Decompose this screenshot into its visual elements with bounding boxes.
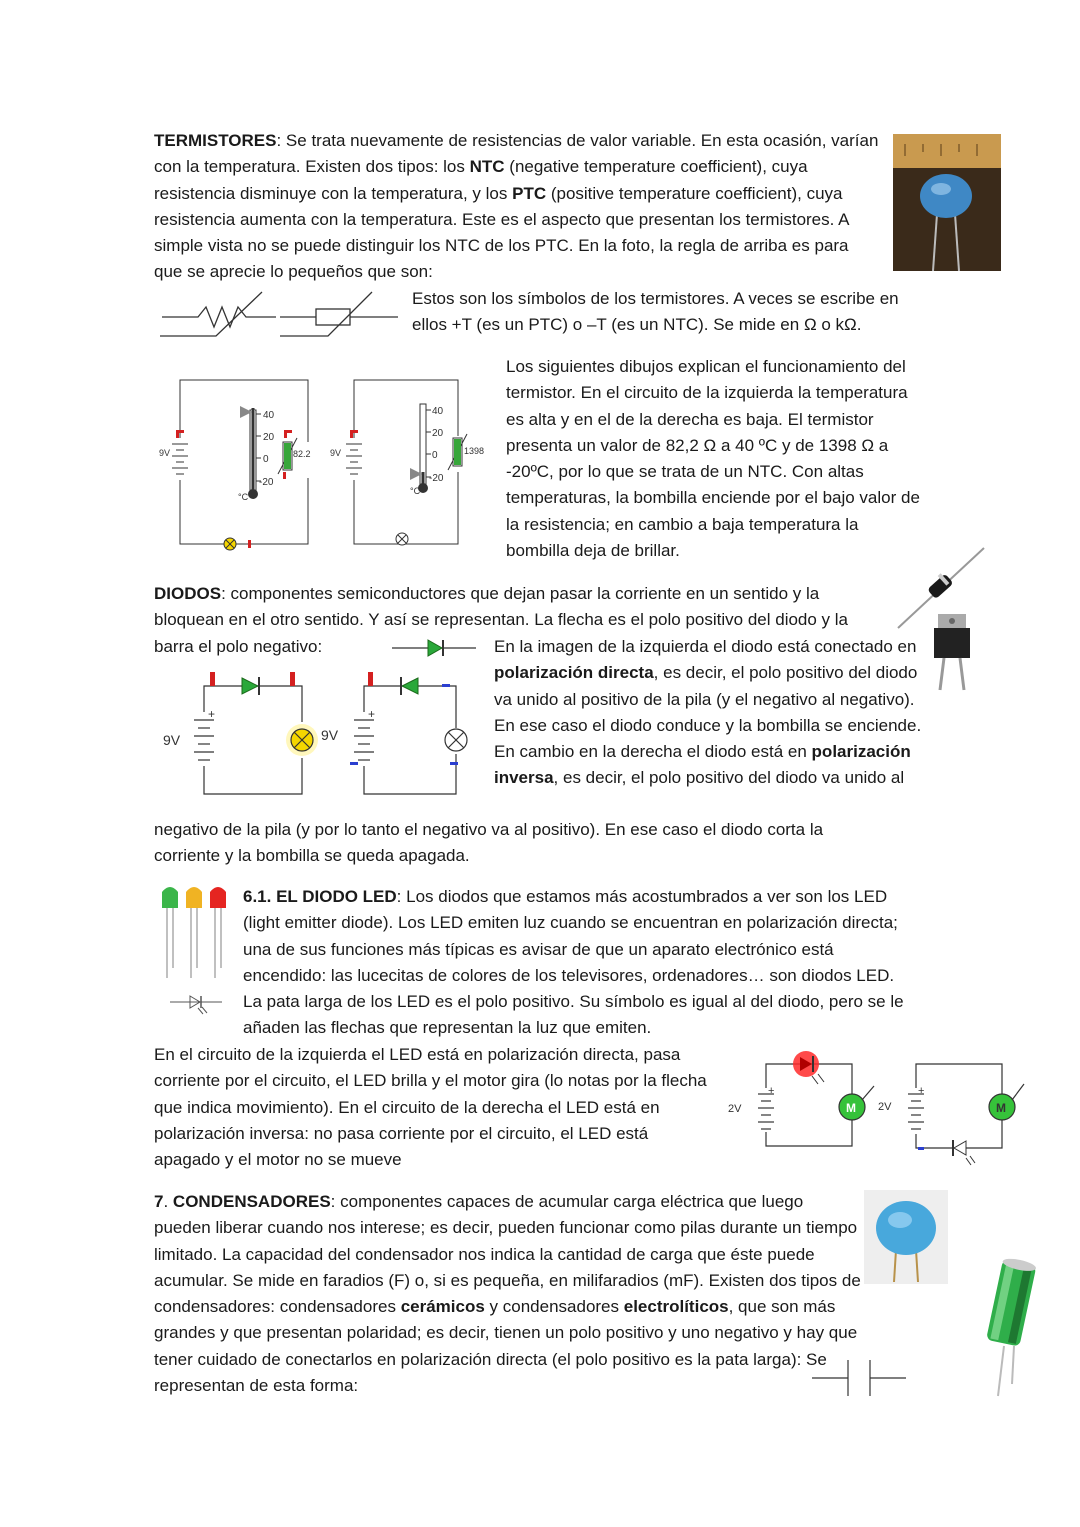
- motor-label: M: [996, 1101, 1006, 1115]
- tick-label: 20: [263, 432, 275, 443]
- led-circuit-inverse: [874, 1054, 1034, 1174]
- svg-text:+: +: [918, 1085, 925, 1097]
- capacitor-heading: CONDENSADORES: [172, 1192, 331, 1211]
- diode-paragraph: DIODOS: componentes semiconductores que dejan pasar la corriente en un sentido y la bloquean en el otro sentido. Y así se representan. La flecha es el polo positivo del diodo y la barra el polo negativo:: [154, 584, 849, 656]
- electrolytic-capacitor-photo: [978, 1256, 1044, 1398]
- capacitor-paragraph: 7. CONDENSADORES: componentes capaces de acumular carga eléctrica que luego pueden liberar cuando nos interese; es decir, pueden funcionar como pilas durante un tiempo limitado. La capacidad del condensador nos indica la cantidad de carga que éste puede acumular. Se mide en faradios (F) o, si es pequeña, en milifaradios (mF). Existen dos tipos de condensadores: condensadores cerámicos y condensadores electrolíticos, que son más grandes y que presentan polaridad; es decir, tienen un polo positivo y uno negativo y hay que tener cuidado de conectarlos en polarización directa (el polo positivo es la pata larga): Se representan de esta forma:: [154, 1192, 861, 1396]
- thermistor-heading: TERMISTORES: [154, 131, 277, 150]
- led-circuit-text: En el circuito de la izquierda el LED está en polarización directa, pasa corriente por el circuito, el LED brilla y el motor gira (lo notas por la flecha que indica movimiento). En el circuito de la derecha el LED está en polarización inversa: no pasa corriente por el circuito, el LED está apagado y el motor no se mueve: [154, 1045, 707, 1170]
- svg-text:+: +: [768, 1085, 775, 1097]
- motor-label: M: [846, 1101, 856, 1115]
- capacitor-symbols: [812, 1358, 908, 1398]
- thermistor-circuit-text: Los siguientes dibujos explican el funcionamiento del termistor. En el circuito de la izquierda la temperatura es alta y en el de la derecha es baja. El termistor presenta un valor de 82,2 Ω a 40 ºC y de 1398 Ω a -20ºC, por lo que se trata de un NTC. Con altas temperaturas, la bombilla enciende por el bajo valor de la resistencia; en cambio a baja temperatura la bombilla deja de brillar.: [506, 357, 920, 561]
- svg-text:+: +: [208, 707, 216, 721]
- diode-side-text: En la imagen de la izquierda el diodo está conectado en polarización directa, es decir, el polo positivo del diodo va unido al positivo de la pila (y el negativo al negativo). En ese caso el diodo conduce y la bombilla se enciende. En cambio en la derecha el diodo está en polarización inversa, es decir, el polo positivo del diodo va unido al: [494, 637, 922, 788]
- svg-text:+: +: [368, 707, 376, 721]
- diode-circuit-direct: [160, 668, 328, 800]
- thermistor-photo: [893, 134, 1001, 271]
- tick-label: 40: [263, 410, 275, 421]
- tick-label: -20: [429, 473, 444, 484]
- thermistor-symbols: [158, 288, 403, 340]
- tick-label: -20: [259, 477, 274, 488]
- battery-label: 2V: [878, 1101, 892, 1113]
- thermistor-circuit-hot: [152, 376, 320, 554]
- resistance-value: 82.2: [293, 449, 311, 459]
- battery-label: 2V: [728, 1103, 742, 1115]
- tick-label: 40: [432, 406, 444, 417]
- led-photo: [156, 882, 234, 982]
- led-heading: 6.1. EL DIODO LED: [243, 887, 397, 906]
- led-color: [210, 887, 226, 908]
- thermistor-paragraph: TERMISTORES: Se trata nuevamente de resistencias de valor variable. En esta ocasión, varían con la temperatura. Existen dos tipos: los NTC (negative temperature coefficient), cuya resistencia disminuye con la temperatura, y los PTC (positive temperature coefficient), cuya resistencia aumenta con la temperatura. Este es el aspecto que presentan los termistores. A simple vista no se puede distinguir los NTC de los PTC. En la foto, la regla de arriba es para que se aprecie lo pequeños que son:: [154, 131, 879, 282]
- battery-label: 9V: [330, 448, 342, 458]
- diode-circuit-inverse: [320, 668, 470, 800]
- led-paragraph: 6.1. EL DIODO LED: Los diodos que estamos más acostumbrados a ver son los LED (light emitter diode). Los LED emiten luz cuando se encuentran en polarización directa; una de sus funciones más típicas es avisar de que un aparato electrónico está encendido: las lucecitas de colores de los televisores, ordenadores… son diodos LED. La pata larga de los LED es el polo positivo. Su símbolo es igual al del diodo, pero se le añaden las flechas que representan la luz que emiten.: [243, 887, 904, 1038]
- battery-label: 9V: [321, 727, 339, 743]
- tick-label: 0: [263, 454, 269, 465]
- led-symbol: [170, 992, 222, 1018]
- thermistor-circuit-cold: [326, 376, 494, 554]
- unit-label: °C: [238, 492, 249, 502]
- battery-label: 9V: [163, 732, 181, 748]
- led-circuit-direct: [724, 1048, 884, 1154]
- unit-label: °C: [410, 486, 421, 496]
- thermistor-symbols-text: Estos son los símbolos de los termistores. A veces se escribe en ellos +T (es un PTC) o –T (es un NTC). Se mide en Ω o kΩ.: [412, 289, 899, 335]
- diode-symbol: [392, 638, 476, 658]
- tick-label: 20: [432, 428, 444, 439]
- resistance-value: 1398: [464, 446, 485, 456]
- led-color: [186, 887, 202, 908]
- tick-label: 0: [432, 450, 438, 461]
- diode-heading: DIODOS: [154, 584, 222, 603]
- diode-continuation: negativo de la pila (y por lo tanto el negativo va al positivo). En ese caso el diodo corta la corriente y la bombilla se queda apagada.: [154, 820, 824, 866]
- battery-label: 9V: [159, 448, 171, 458]
- ceramic-capacitor-photo: [864, 1190, 948, 1284]
- led-color: [162, 887, 178, 908]
